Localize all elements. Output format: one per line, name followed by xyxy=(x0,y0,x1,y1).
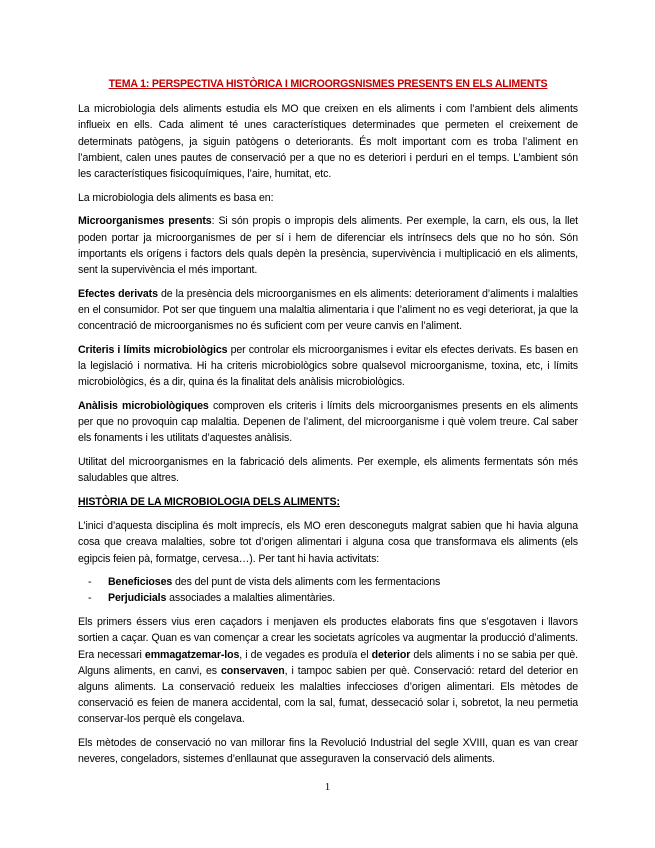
bullet-term: Perjudicials xyxy=(108,592,167,605)
text-run: Els primers éssers vius eren caçadors i menjaven els productes elaborats fins que s’esgotaven i llavors sortien a caçar. Quan es van començar a crear les societats agrícoles va augmentar la producció d’aliments. Era necessari xyxy=(78,616,578,661)
activities-list xyxy=(78,574,578,606)
dash-bullet: - xyxy=(88,576,92,589)
history-paragraph-1: L’inici d’aquesta disciplina és molt imprecís, els MO eren desconeguts malgrat sabien que hi havia alguna cosa que creava malalties, sobre tot d’origen alimentari i alguna cosa que transformava els aliments (els egipcis feien pà, formatge, cervesa…). Per tant hi havia activitats: xyxy=(78,520,578,565)
history-paragraph-3: Els mètodes de conservació no van millorar fins la Revolució Industrial del segle XVIII, quan es van crear neveres, congeladors, sistemes d’enllaunat que asseguraven la conservació dels aliments. xyxy=(78,737,578,766)
list-item xyxy=(78,590,578,606)
history-paragraph-2 xyxy=(78,614,578,727)
item-effects xyxy=(78,286,578,335)
item-text: : Si són propis o impropis dels aliments. Per exemple, la carn, els ous, la llet poden portar ja microorganismes de per sí i hem de diferenciar els intrínsecs dels que no ho són. Són importants els orígens i factors dels quals depèn la presència, supervivència i multiplicació en els aliments, sent la supervivència el més important. xyxy=(78,215,578,277)
item-term: Criteris i límits microbiològics xyxy=(78,343,228,356)
bold-run: conservaven xyxy=(220,664,285,677)
text-run: , i de vegades es produïa el xyxy=(239,648,372,661)
text-run: dels aliments i no se sabia per què. Alguns aliments, en canvi, es xyxy=(78,648,579,677)
item-term: Efectes derivats xyxy=(78,287,158,300)
bullet-text: des del punt de vista dels aliments com les fermentacions xyxy=(172,576,441,589)
based-on-paragraph: La microbiologia dels aliments es basa en: xyxy=(78,191,274,204)
history-heading: HISTÒRIA DE LA MICROBIOLOGIA DELS ALIMENTS: xyxy=(78,495,340,508)
item-term: Anàlisis microbiològiques xyxy=(78,399,209,412)
item-text: comproven els criteris i límits dels microorganismes presents en els aliments per que no provoquin cap malaltia. Depenen de l’aliment, del microorganisme i què volem treure. Cal saber els fonaments i les utilitats d’aquestes anàlisis. xyxy=(78,399,579,445)
item-term: Microorganismes presents xyxy=(78,215,212,228)
item-text: de la presència dels microorganismes en els aliments: deteriorament d’aliments i malalties en el consumidor. Pot ser que tinguem una malaltia alimentaria i que l’aliment no es vegi deteriorat, ja que la concentració de microorganismes no és suficient com per veure canvis en l’aliment. xyxy=(78,287,578,333)
page-title: TEMA 1: PERSPECTIVA HISTÒRICA I MICROORGSNISMES PRESENTS EN ELS ALIMENTS xyxy=(108,78,548,90)
bullet-term: Beneficioses xyxy=(108,576,173,589)
item-criteria xyxy=(78,342,578,391)
bold-run: emmagatzemar-los xyxy=(144,648,240,661)
item-text: per controlar els microorganismes i evitar els efectes derivats. Es basen en la legislació i normativa. Hi ha criteris microbiològics sobre qualsevol microorganisme, toxina, etc, i límits microbiològics, és a dir, quina és la finalitat dels anàlisis microbiològics. xyxy=(78,343,578,389)
dash-bullet: - xyxy=(88,592,92,605)
page-content xyxy=(78,76,578,775)
intro-paragraph: La microbiologia dels aliments estudia els MO que creixen en els aliments i com l’ambient dels aliments influeix en ells. Cada aliment té unes característiques determinades que permeten el creixement de determinats patògens, ja siguin patògens o deteriorants. És molt important com es troba l’aliment en l’ambient, calen unes pautes de conservació per a que no es deteriori i perduri en el temps. L’ambient són les característiques fisicoquímiques, l’aire, humitat, etc. xyxy=(78,103,578,181)
list-item xyxy=(78,574,578,590)
bold-run: deterior xyxy=(371,648,411,661)
text-run: , i tampoc sabien per què. Conservació: retard del deterior en alguns aliments. La conservació redueix les malalties infeccioses d’origen alimentari. Els mètodes de conservació es feien de manera accidental, com la sal, fumat, dessecació solar i, sobretot, la neu permetia conservar-los perquè els congelava. xyxy=(78,664,578,726)
utility-paragraph: Utilitat del microorganismes en la fabricació dels aliments. Per exemple, els aliments fermentats són més saludables que altres. xyxy=(78,456,578,485)
item-microorganisms xyxy=(78,213,578,278)
bullet-text: associades a malalties alimentàries. xyxy=(166,592,336,605)
page-number: 1 xyxy=(324,782,331,793)
item-analysis xyxy=(78,398,578,447)
